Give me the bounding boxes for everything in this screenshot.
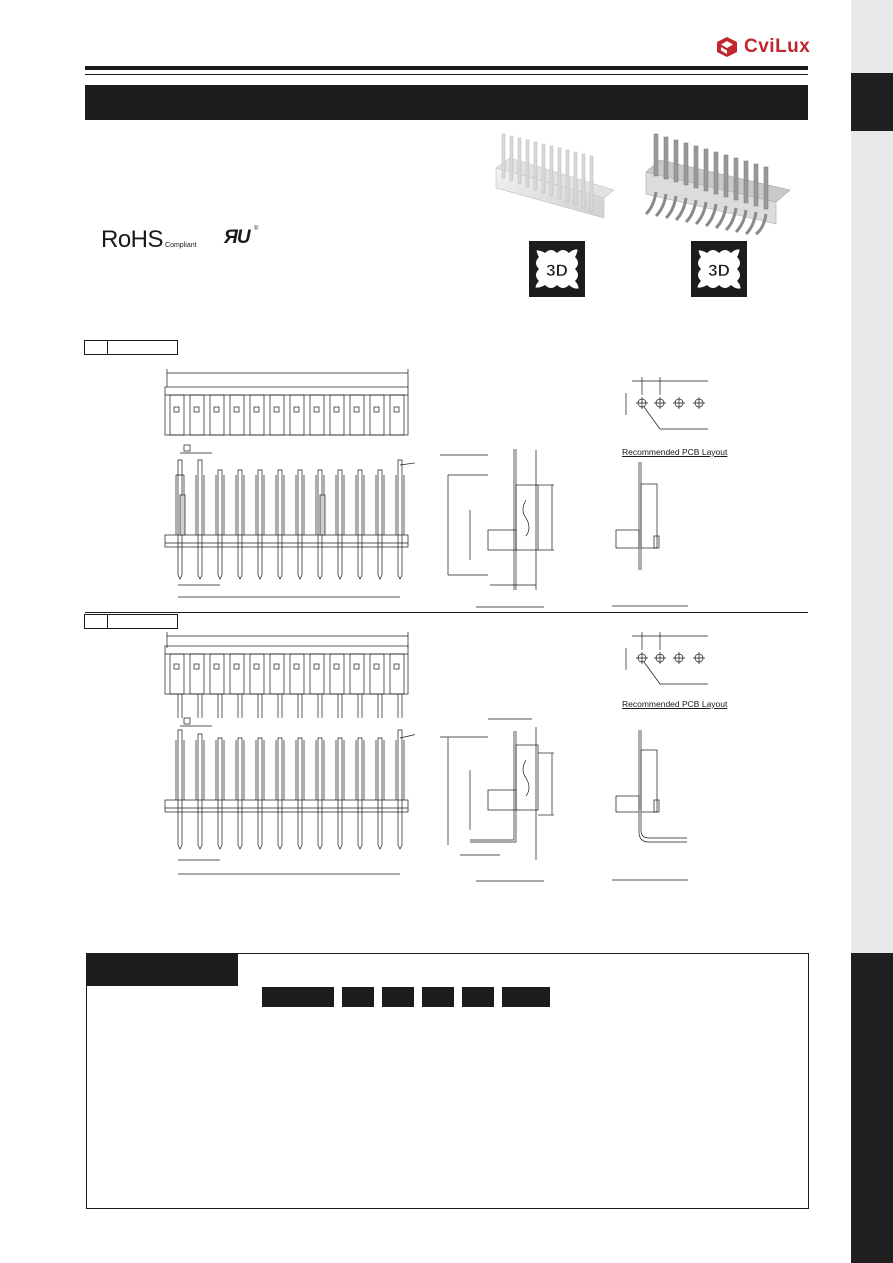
- 3d-model-icon: [691, 241, 747, 297]
- rohs-mark: [101, 226, 197, 254]
- product-photo-bent: [640, 128, 792, 236]
- section-tag-straight: [84, 340, 178, 355]
- drawing-top-side-view: [440, 445, 560, 610]
- pcb-layout-bottom: [620, 630, 720, 692]
- ordering-info-header: [86, 953, 238, 985]
- 3d-model-icon: [529, 241, 585, 297]
- rohs-label: RoHS: [101, 226, 164, 253]
- brand-name: CviLux: [744, 36, 811, 57]
- pcb-layout-caption-bottom: Recommended PCB Layout: [622, 699, 728, 709]
- pcb-side-view-top: [610, 462, 690, 612]
- part-code-field-4: [462, 987, 494, 1007]
- part-code-field-2: [382, 987, 414, 1007]
- drawing-bottom-side-view: [440, 715, 560, 885]
- cvilux-logo-icon: [716, 37, 738, 57]
- 3d-label-2: 3D: [708, 261, 730, 280]
- header-rule-thin: [85, 74, 808, 75]
- pcb-layout-top: [620, 375, 720, 437]
- rohs-note: Compliant: [165, 242, 197, 249]
- part-code-field-1: [342, 987, 374, 1007]
- ordering-info-header-rule: [86, 985, 238, 986]
- ul-registered: ®: [254, 226, 259, 232]
- part-code-series: [262, 987, 334, 1007]
- product-photo-straight: [486, 128, 616, 223]
- part-code-field-3: [422, 987, 454, 1007]
- ul-logo-icon: ЯU: [224, 227, 250, 248]
- side-tab-top: [851, 73, 893, 131]
- drawing-bottom-bent: [160, 630, 415, 882]
- header-rule: [85, 66, 808, 70]
- section-divider: [85, 612, 808, 613]
- part-code-field-5: [502, 987, 550, 1007]
- drawing-top-straight: [160, 365, 415, 605]
- section-tag-bent: [84, 614, 178, 629]
- brand-logo: [716, 36, 810, 58]
- pcb-layout-caption-top: Recommended PCB Layout: [622, 447, 728, 457]
- side-tab-bottom: [851, 953, 893, 1263]
- pcb-side-view-bottom: [610, 730, 690, 885]
- 3d-label-1: 3D: [546, 261, 568, 280]
- title-bar: [85, 85, 808, 120]
